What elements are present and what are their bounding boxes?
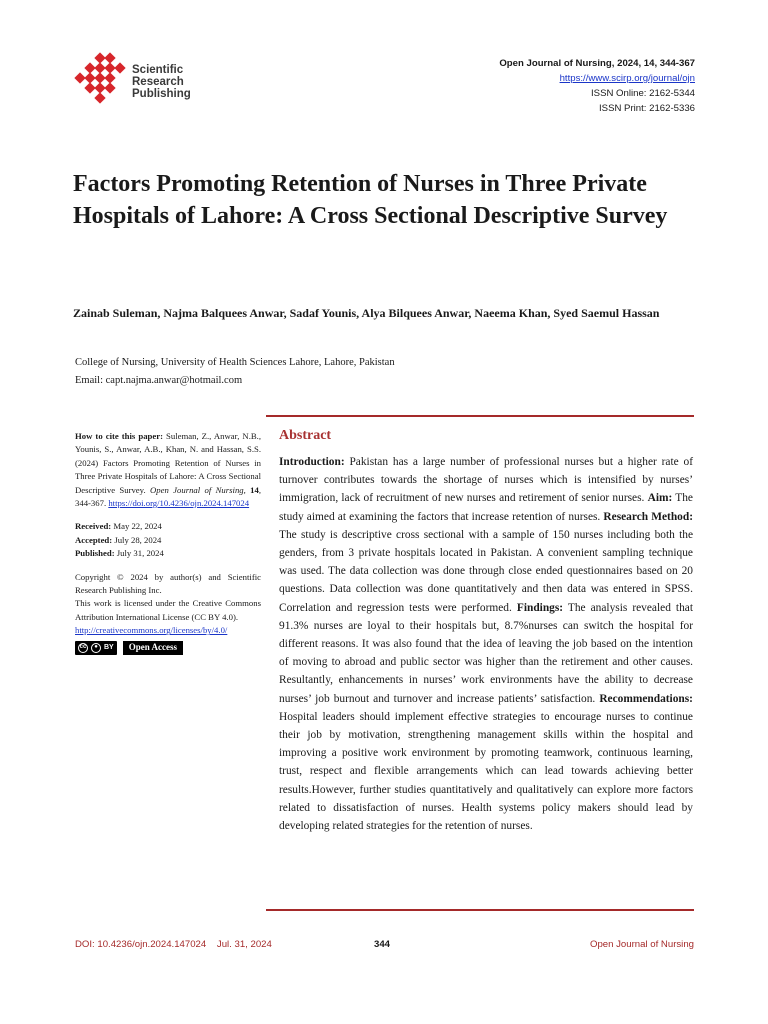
license-link[interactable]: http://creativecommons.org/licenses/by/4.0/ bbox=[75, 625, 228, 636]
method-text: The study is descriptive cross sectional with a sample of 150 nurses including both the genders, from 3 private hospitals located in Pakistan. A convenient sampling technique was used. The data collection was done through close ended questionnaires based on 20 questions. Data collection was done quantitatively and then data was entered in SPSS. Correlation and regression tests were performed. bbox=[279, 528, 693, 614]
publisher-logo bbox=[74, 52, 204, 116]
aim-label: Aim: bbox=[647, 492, 673, 505]
received-date bbox=[75, 520, 261, 533]
cite-pages: 344-367. bbox=[75, 498, 107, 509]
license-badges bbox=[75, 641, 261, 655]
footer-doi: DOI: 10.4236/ojn.2024.147024 bbox=[75, 939, 207, 950]
published-label: Published: bbox=[75, 548, 115, 559]
recommendations-text: Hospital leaders should implement effective strategies to encourage nurses to continue their job by motivation, strengthening management skills within the hospital and improving a positive work environment by promoting teamwork, continuous learning, trust, respect and flexible arrangements which can lead towards achieving better results.However, further studies quantitatively and qualitatively can explore more factors related to dissatisfaction of nurses. Health systems policy makers should lead by developing related strategies for the retention of nurses. bbox=[279, 710, 693, 833]
received-label: Received: bbox=[75, 521, 112, 532]
aim-text: The study aimed at examining the factors that increase retention of nurses. bbox=[279, 492, 693, 523]
cite-doi-link[interactable]: https://doi.org/10.4236/ojn.2024.147024 bbox=[108, 498, 250, 509]
footer-doi-date bbox=[75, 939, 272, 950]
abstract-heading: Abstract bbox=[279, 428, 332, 443]
by-label: BY bbox=[104, 643, 114, 651]
publisher-name-line: Scientific bbox=[132, 64, 184, 76]
journal-citation: Open Journal of Nursing, 2024, 14, 344-367 bbox=[499, 58, 695, 69]
published-date bbox=[75, 547, 261, 560]
affiliation: College of Nursing, University of Health Sciences Lahore, Lahore, Pakistan bbox=[75, 357, 395, 368]
cite-label: How to cite this paper: bbox=[75, 431, 163, 441]
intro-label: Introduction: bbox=[279, 456, 345, 468]
journal-url-link[interactable]: https://www.scirp.org/journal/ojn bbox=[559, 73, 695, 84]
method-label: Research Method: bbox=[603, 510, 693, 523]
cite-text: Suleman, Z., Anwar, N.B., Younis, S., Anwar, A.B., Khan, N. and Hassan, S.S. (2024) Factors Promoting Retention of Nurses in Three Private Hospitals of Lahore: A Cross Sectional Descriptive Survey. bbox=[75, 431, 262, 495]
findings-label: Findings: bbox=[516, 601, 564, 614]
published-value: July 31, 2024 bbox=[116, 548, 164, 559]
license-notice: This work is licensed under the Creative Commons Attribution International License (CC BY 4.0). bbox=[75, 598, 261, 622]
copyright-notice: Copyright © 2024 by author(s) and Scientific Research Publishing Inc. bbox=[75, 571, 261, 596]
author-list: Zainab Suleman, Najma Balquees Anwar, Sadaf Younis, Alya Bilquees Anwar, Naeema Khan, Syed Saemul Hassan bbox=[73, 306, 660, 320]
cite-journal: Open Journal of Nursing bbox=[149, 484, 244, 495]
how-to-cite: How to cite this paper: Suleman, Z., Anwar, N.B., Younis, S., Anwar, A.B., Khan, N. and Hassan, S.S. (2024) Factors Promoting Retention of Nurses in Three Private Hospitals of Lahore: A Cross Sectional Descriptive Survey. Open Journal of Nursing, 14, 344-367. https://doi.org/10.4236/ojn.2024.147024 bbox=[75, 431, 262, 509]
accepted-label: Accepted: bbox=[75, 534, 113, 545]
page-number: 344 bbox=[374, 939, 391, 950]
abstract-bottom-rule bbox=[266, 909, 694, 911]
publisher-name-line: Publishing bbox=[132, 88, 191, 100]
open-access-badge[interactable]: Open Access bbox=[123, 641, 183, 655]
accepted-value: July 28, 2024 bbox=[114, 534, 162, 545]
cc-icon: cc bbox=[78, 643, 88, 653]
cite-volume: 14 bbox=[250, 484, 259, 495]
abstract-body bbox=[279, 453, 693, 835]
issn-online: ISSN Online: 2162-5344 bbox=[591, 88, 695, 99]
affiliation-block bbox=[75, 354, 395, 390]
recommendations-label: Recommendations: bbox=[599, 692, 693, 705]
footer-date: Jul. 31, 2024 bbox=[216, 939, 272, 950]
received-value: May 22, 2024 bbox=[113, 521, 162, 532]
cc-by-badge[interactable] bbox=[75, 641, 117, 655]
findings-text: The analysis revealed that 91.3% nurses are loyal to their hospitals but, 8.7%nurses can switch the hospital for different reasons. It was also found that the idea of leaving the job based on the intention of moving to abroad and public sector was higher than the retirement and other causes. Resultantly, enhancements in nurses’ work environments have the ability to decrease nurses’ job burnout and turnover and increase patients’ satisfaction. bbox=[279, 601, 693, 705]
diamond-logo-icon bbox=[74, 52, 130, 108]
journal-info bbox=[499, 56, 695, 116]
person-icon: ● bbox=[91, 643, 101, 653]
paper-title: Factors Promoting Retention of Nurses in Three Private Hospitals of Lahore: A Cross Sectional Descriptive Survey bbox=[73, 171, 668, 229]
accepted-date bbox=[75, 534, 261, 547]
publisher-name bbox=[132, 64, 191, 100]
publisher-name-line: Research bbox=[132, 76, 184, 88]
email: Email: capt.najma.anwar@hotmail.com bbox=[75, 375, 243, 386]
issn-print: ISSN Print: 2162-5336 bbox=[599, 103, 695, 114]
citation-sidebar bbox=[75, 430, 261, 655]
intro-text: Pakistan has a large number of professional nurses but a higher rate of turnover contributes towards the shortage of nurses which is intensified by nurses’ immigration, lack of recruitment of new nurses and retirement of senior nurses. bbox=[279, 456, 693, 505]
footer-journal-name: Open Journal of Nursing bbox=[590, 939, 694, 950]
abstract-top-rule bbox=[266, 415, 694, 417]
